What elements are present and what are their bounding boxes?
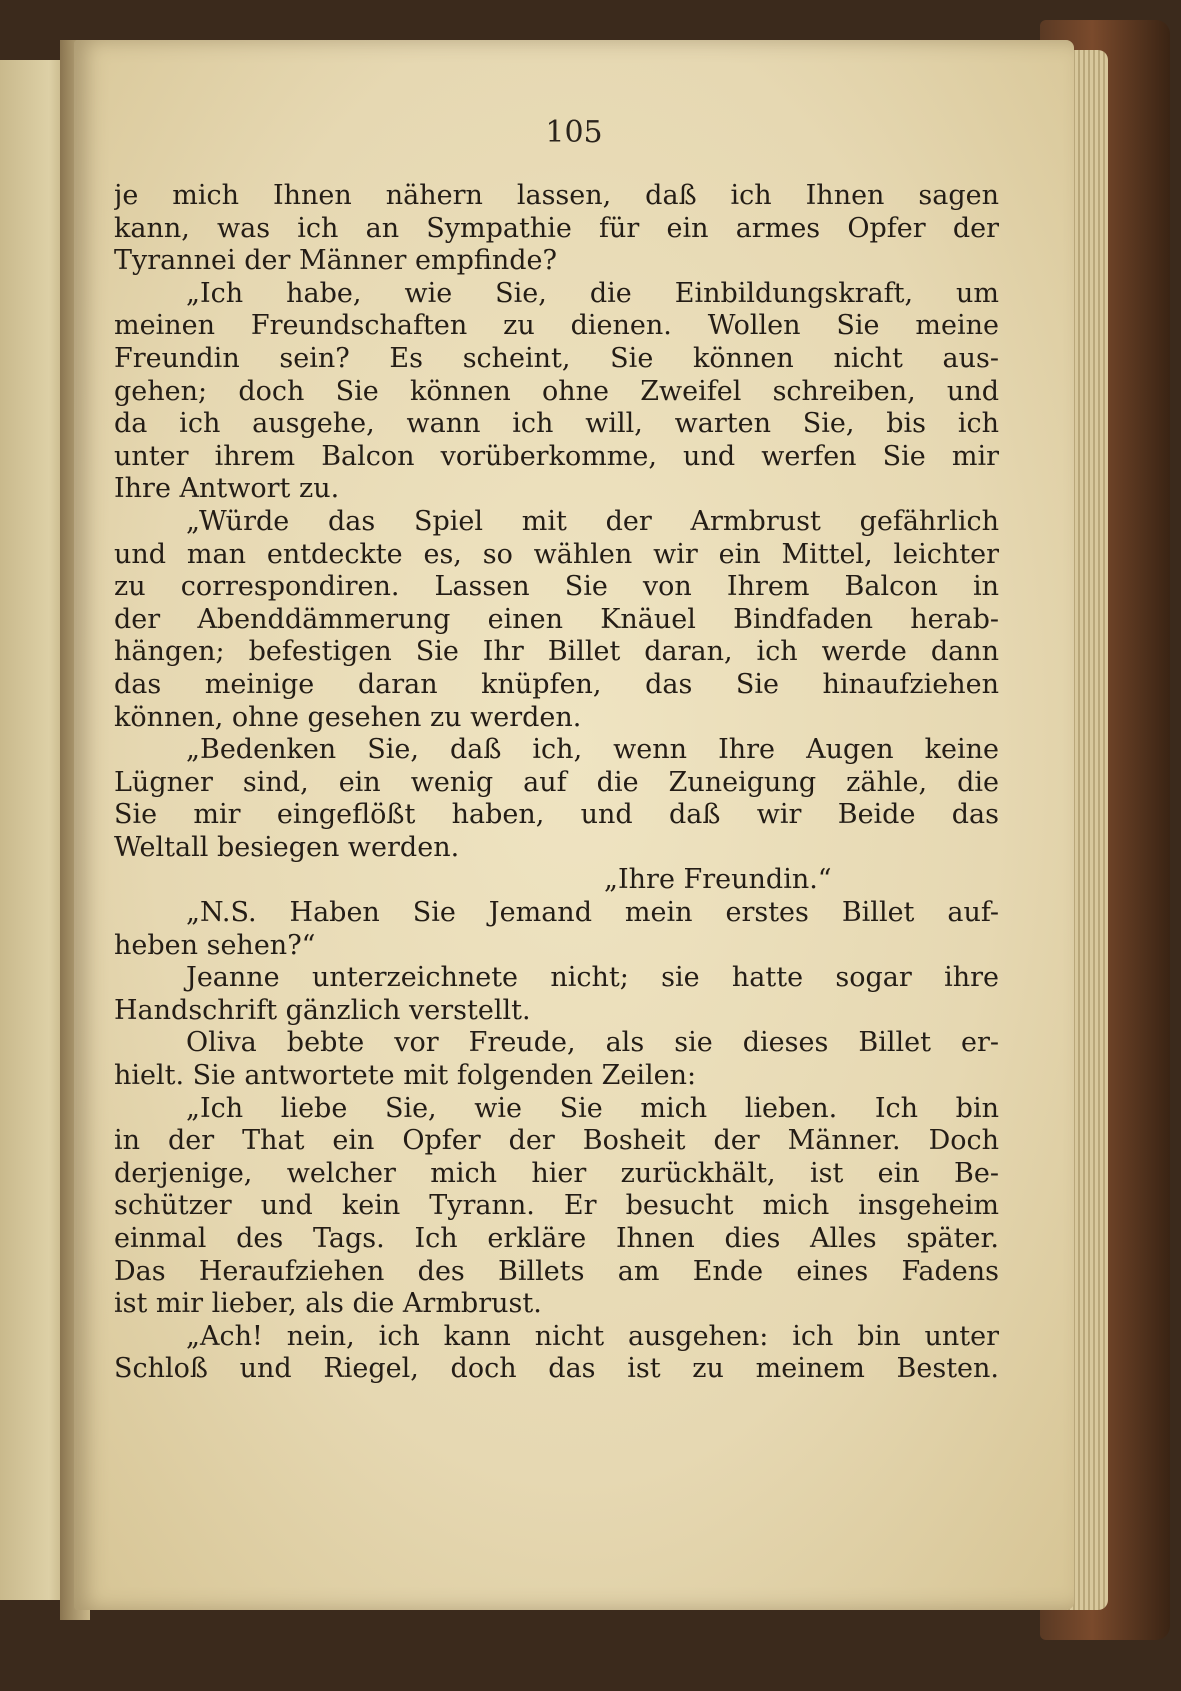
book-page	[74, 40, 1074, 1610]
text-line: je mich Ihnen nähern lassen, daß ich Ihnen sagen	[114, 180, 999, 211]
text-line: derjenige, welcher mich hier zurückhält, ist ein Be-	[114, 1157, 999, 1189]
text-line: ist mir lieber, als die Armbrust.	[114, 1288, 542, 1320]
text-line: „Ich liebe Sie, wie Sie mich lieben. Ich bin	[186, 1092, 999, 1124]
text-line: „Würde das Spiel mit der Armbrust gefährlich	[186, 505, 999, 537]
text-line: kann, was ich an Sympathie für ein armes Opfer der	[114, 212, 999, 244]
text-line: hielt. Sie antwortete mit folgenden Zeilen:	[114, 1060, 697, 1092]
text-line: unter ihrem Balcon vorüberkomme, und werfen Sie mir	[114, 440, 999, 472]
text-line: „Bedenken Sie, daß ich, wenn Ihre Augen keine	[186, 734, 999, 766]
text-line: hängen; befestigen Sie Ihr Billet daran, ich werde dann	[114, 636, 999, 668]
text-line: gehen; doch Sie können ohne Zweifel schreiben, und	[114, 375, 999, 407]
text-line: und man entdeckte es, so wählen wir ein Mittel, leichter	[114, 538, 999, 570]
text-line: Tyrannei der Männer empfinde?	[114, 245, 557, 277]
text-line: das meinige daran knüpfen, das Sie hinaufziehen	[114, 668, 999, 700]
text-line: Das Heraufziehen des Billets am Ende eines Fadens	[114, 1255, 999, 1287]
text-line: Freundin sein? Es scheint, Sie können nicht aus-	[114, 342, 999, 374]
text-line: einmal des Tags. Ich erkläre Ihnen dies Alles später.	[114, 1223, 999, 1254]
text-line: Weltall besiegen werden.	[114, 831, 460, 863]
text-line: „Ich habe, wie Sie, die Einbildungskraft, um	[186, 277, 999, 309]
text-line: schützer und kein Tyrann. Er besucht mich insgeheim	[114, 1190, 999, 1222]
text-line: der Abenddämmerung einen Knäuel Bindfaden herab-	[114, 603, 999, 635]
text-line: in der That ein Opfer der Bosheit der Männer. Doch	[114, 1125, 999, 1157]
text-line: können, ohne gesehen zu werden.	[114, 701, 582, 733]
text-line: „Ihre Freundin.“	[604, 864, 832, 896]
page-number: 105	[545, 115, 603, 150]
text-line: Schloß und Riegel, doch das ist zu meinem Besten.	[114, 1353, 999, 1385]
text-line: Lügner sind, ein wenig auf die Zuneigung zähle, die	[114, 766, 999, 798]
text-line: da ich ausgehe, wann ich will, warten Sie, bis ich	[114, 408, 999, 440]
text-line: Oliva bebte vor Freude, als sie dieses Billet er-	[186, 1027, 999, 1059]
text-line: „Ach! nein, ich kann nicht ausgehen: ich bin unter	[186, 1320, 999, 1352]
text-line: Ihre Antwort zu.	[114, 473, 340, 505]
text-line: Sie mir eingeflößt haben, und daß wir Beide das	[114, 799, 999, 831]
text-line: „N.S. Haben Sie Jemand mein erstes Billet auf-	[186, 897, 999, 929]
text-line: heben sehen?“	[114, 929, 316, 961]
text-line: Jeanne unterzeichnete nicht; sie hatte sogar ihre	[186, 962, 999, 994]
text-line: meinen Freundschaften zu dienen. Wollen Sie meine	[114, 310, 999, 342]
text-line: zu correspondiren. Lassen Sie von Ihrem Balcon in	[114, 571, 999, 603]
page-text	[114, 180, 999, 1386]
text-line: Handschrift gänzlich verstellt.	[114, 994, 531, 1026]
